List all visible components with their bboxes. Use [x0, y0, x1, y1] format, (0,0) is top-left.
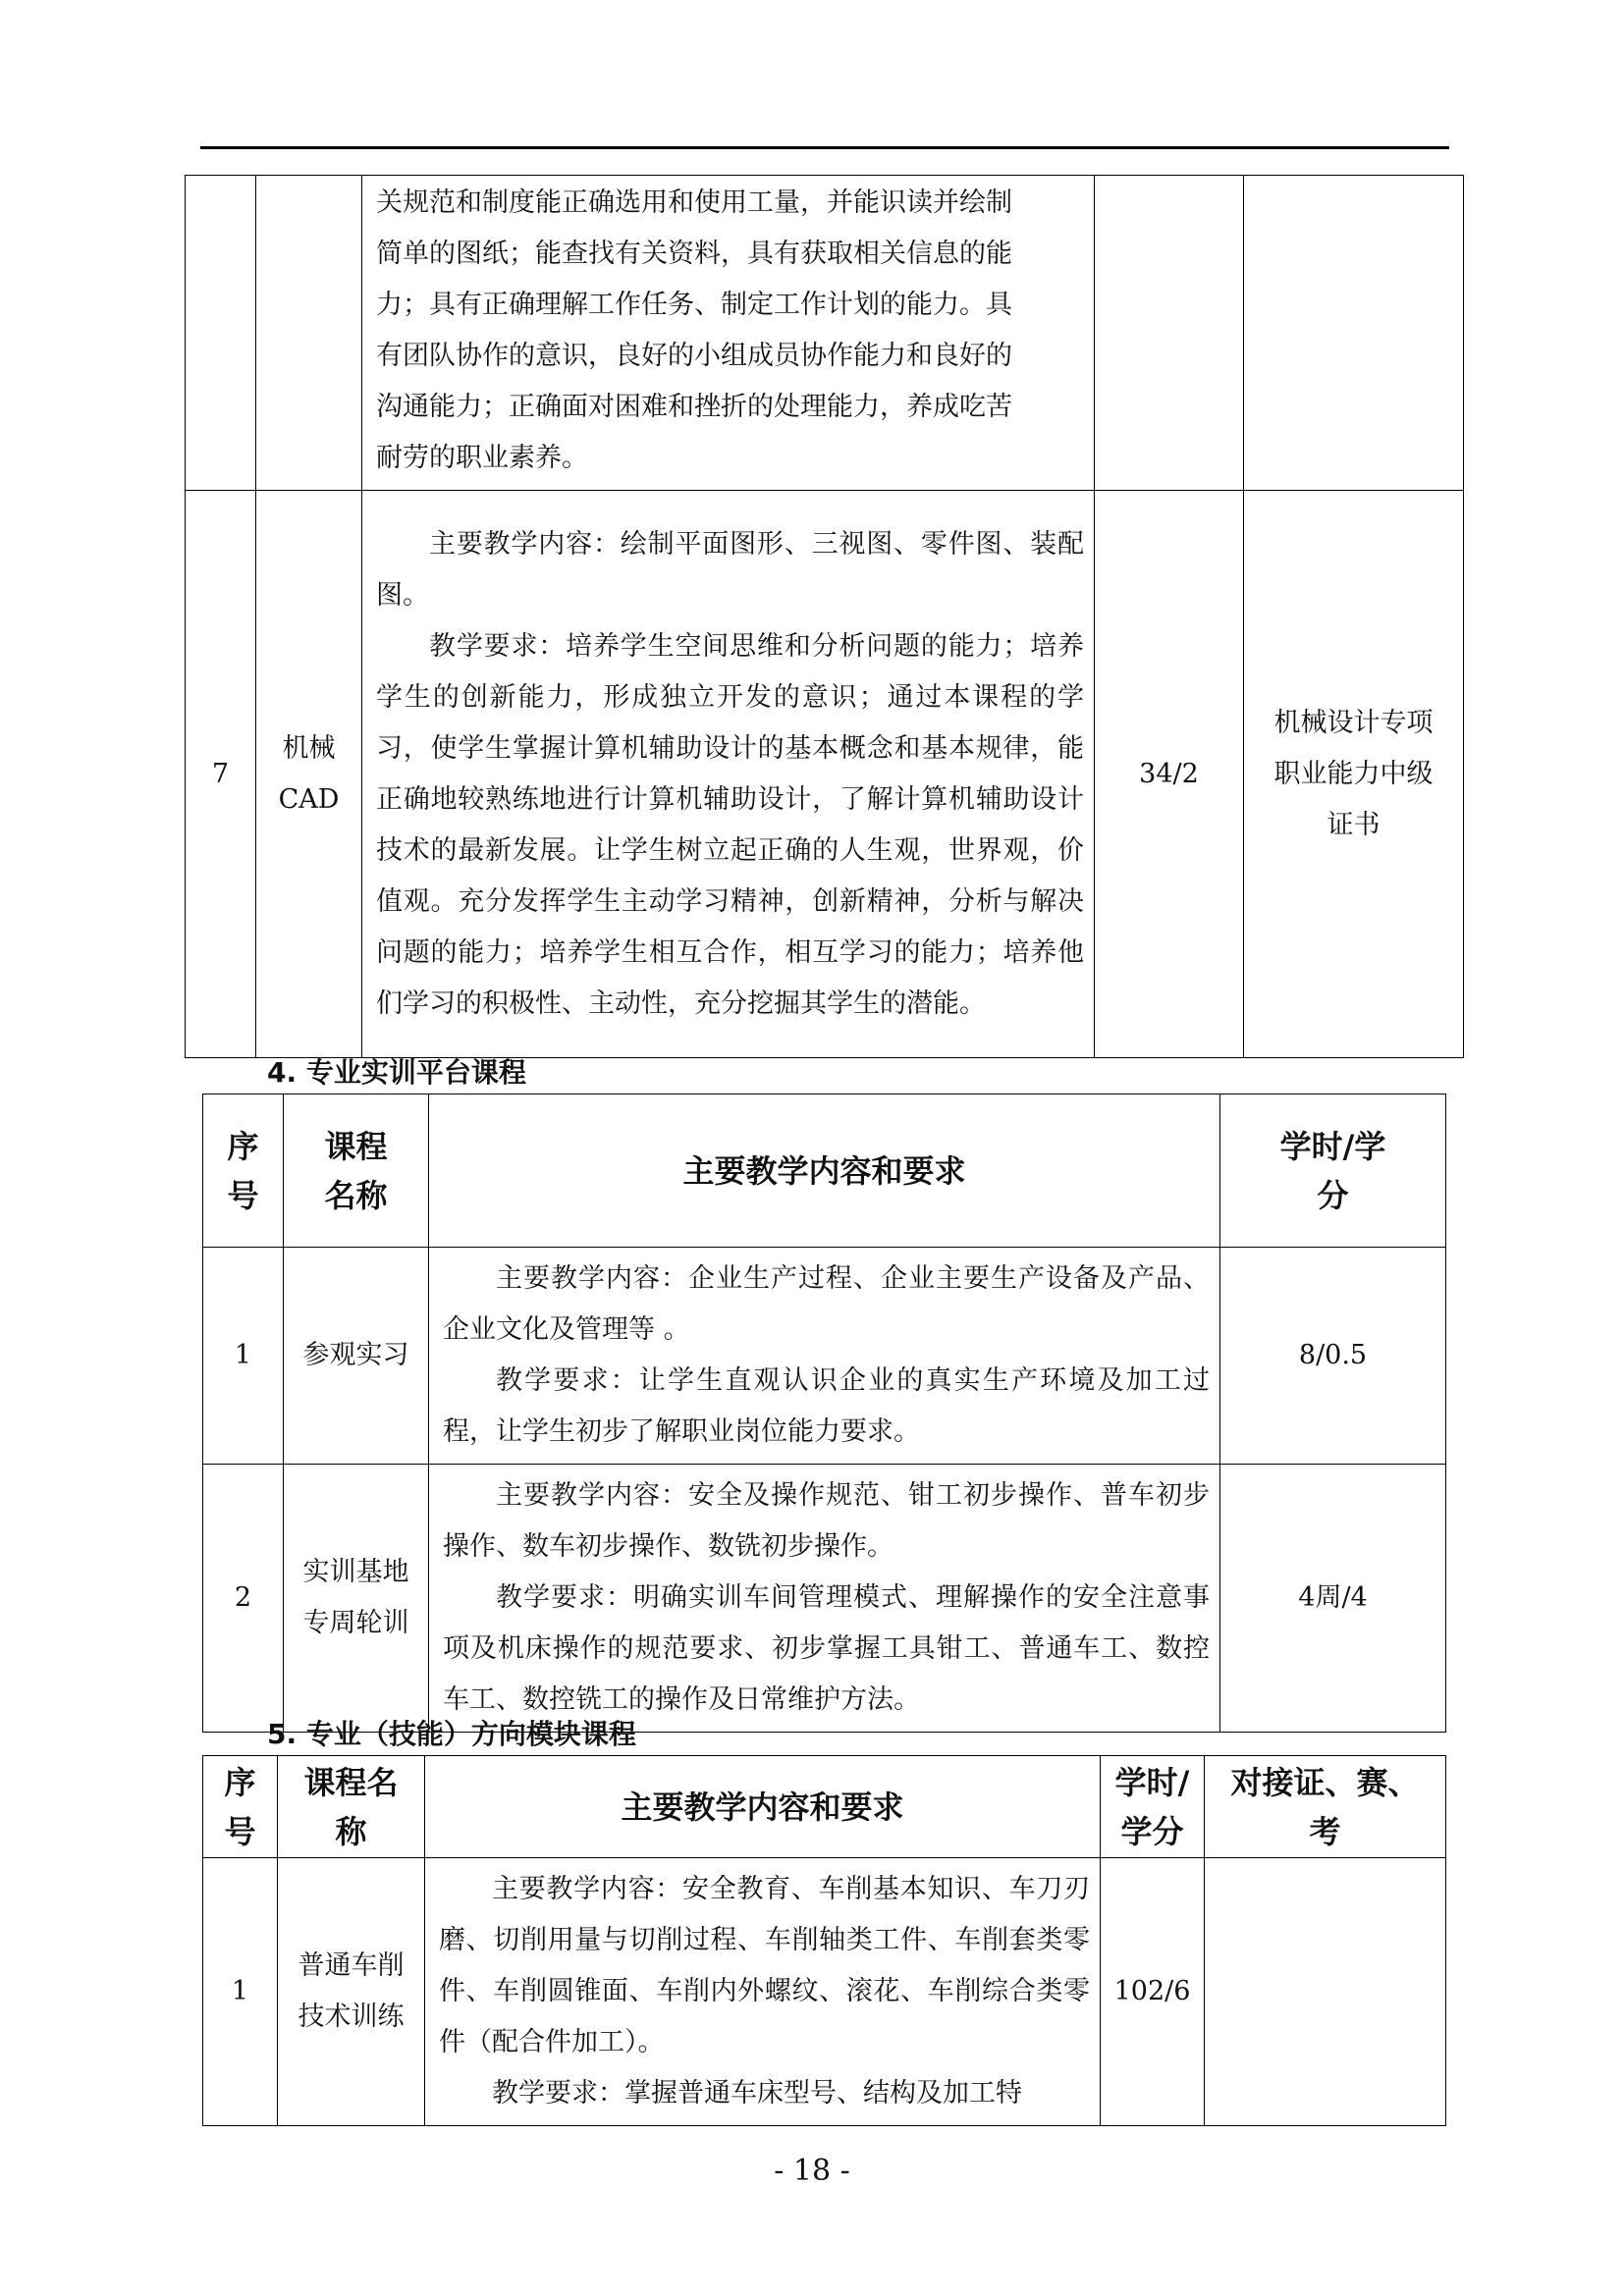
requirement-paragraph: 教学要求：明确实训车间管理模式、理解操作的安全注意事项及机床操作的规范要求、初步掌握工具钳工、普通车工、数控车工、数控铣工的操作及日常维护方法。: [443, 1582, 1210, 1715]
cell-cert: [1205, 1858, 1446, 2126]
training-platform-table: [202, 1094, 1446, 1733]
cell-name: [256, 176, 362, 491]
cell-no: 1: [203, 1858, 278, 2126]
cell-hours: 4周/4: [1220, 1465, 1446, 1733]
direction-module-table: [202, 1755, 1446, 2126]
table-row-continued: [186, 176, 1464, 491]
cell-no: [186, 176, 256, 491]
header-no: 序号: [203, 1095, 284, 1248]
cell-content: [362, 176, 1095, 491]
cell-name: 参观实习: [284, 1248, 429, 1465]
content-paragraph: 主要教学内容：安全及操作规范、钳工初步操作、普车初步操作、数车初步操作、数铣初步操作。: [443, 1480, 1210, 1562]
content-line: 沟通能力；正确面对困难和挫折的处理能力，养成吃苦: [376, 392, 1012, 422]
cell-hours: 34/2: [1095, 491, 1244, 1058]
table-row-7: [186, 491, 1464, 1058]
table-row: [203, 1465, 1446, 1733]
course-name-line2: CAD: [278, 783, 340, 815]
content-text: 绘制平面图形、三视图、零件图、装配图。: [376, 528, 1085, 611]
course-table-continued: [185, 175, 1464, 1058]
header-content: 主要教学内容和要求: [425, 1756, 1101, 1858]
section-5-title: 5. 专业（技能）方向模块课程: [267, 1718, 636, 1750]
content-line: 简单的图纸；能查找有关资料，具有获取相关信息的能: [376, 239, 1012, 269]
content-line: 关规范和制度能正确选用和使用工量，并能识读并绘制: [376, 187, 1012, 218]
cell-no: 7: [186, 491, 256, 1058]
page-number: - 18 -: [774, 2154, 850, 2188]
header-name: 课程名称: [284, 1095, 429, 1248]
cell-name: [256, 491, 362, 1058]
cell-hours: 8/0.5: [1220, 1248, 1446, 1465]
section-4-title: 4. 专业实训平台课程: [267, 1056, 526, 1089]
header-cert: 对接证、赛、考: [1205, 1756, 1446, 1858]
header-rule: [200, 146, 1449, 149]
requirement-paragraph: [376, 621, 1084, 1030]
header-no: 序号: [203, 1756, 278, 1858]
course-name-line1: 机械: [282, 732, 336, 764]
requirement-text: 培养学生空间思维和分析问题的能力；培养学生的创新能力，形成独立开发的意识；通过本课程的学习，使学生掌握计算机辅助设计的基本概念和基本规律，能正确地较熟练地进行计算机辅助设计，了解计算机辅助设计技术的最新发展。让学生树立起正确的人生观，世界观，价值观。充分发挥学生主动学习精神，创新精神，分析与解决问题的能力；培养学生相互合作，相互学习的能力；培养他们学习的积极性、主动性，充分挖掘其学生的潜能。: [376, 630, 1085, 1019]
cell-name: [284, 1465, 429, 1733]
cell-no: 2: [203, 1465, 284, 1733]
cell-content: [429, 1248, 1220, 1465]
cell-hours: 102/6: [1101, 1858, 1205, 2126]
header-content: 主要教学内容和要求: [429, 1095, 1220, 1248]
table-header-row: [203, 1756, 1446, 1858]
content-paragraph: 主要教学内容：企业生产过程、企业主要生产设备及产品、企业文化及管理等 。: [443, 1263, 1210, 1345]
cell-hours: [1095, 176, 1244, 491]
table-row: [203, 1248, 1446, 1465]
requirement-paragraph: 教学要求：掌握普通车床型号、结构及加工特: [492, 2078, 1022, 2109]
cell-content: [425, 1858, 1101, 2126]
table-row: [203, 1858, 1446, 2126]
content-paragraph: [376, 519, 1084, 621]
content-paragraph: 主要教学内容：安全教育、车削基本知识、车刀刃磨、切削用量与切削过程、车削轴类工件、车削套类零件、车削圆锥面、车削内外螺纹、滚花、车削综合类零件（配合件加工）。: [439, 1874, 1090, 2057]
content-label: 主要教学内容：: [429, 528, 621, 560]
course-name: 普通车削技术训练: [298, 1950, 405, 2032]
content-line: 力；具有正确理解工作任务、制定工作计划的能力。具: [376, 290, 1012, 320]
header-hours: 学时/学分: [1101, 1756, 1205, 1858]
certificate-text: 机械设计专项职业能力中级证书: [1273, 707, 1434, 840]
cell-cert: [1244, 491, 1464, 1058]
content-line: 有团队协作的意识，良好的小组成员协作能力和良好的: [376, 341, 1012, 371]
cell-name: [278, 1858, 425, 2126]
content-line: 耐劳的职业素养。: [376, 443, 588, 473]
cell-content: [429, 1465, 1220, 1733]
cell-content: [362, 491, 1095, 1058]
header-name: 课程名称: [278, 1756, 425, 1858]
header-hours: 学时/学分: [1220, 1095, 1446, 1248]
table-header-row: [203, 1095, 1446, 1248]
requirement-label: 教学要求：: [429, 630, 567, 662]
cell-no: 1: [203, 1248, 284, 1465]
course-name: 实训基地专周轮训: [302, 1557, 409, 1638]
cell-cert: [1244, 176, 1464, 491]
requirement-paragraph: 教学要求：让学生直观认识企业的真实生产环境及加工过程，让学生初步了解职业岗位能力要求。: [443, 1365, 1210, 1447]
